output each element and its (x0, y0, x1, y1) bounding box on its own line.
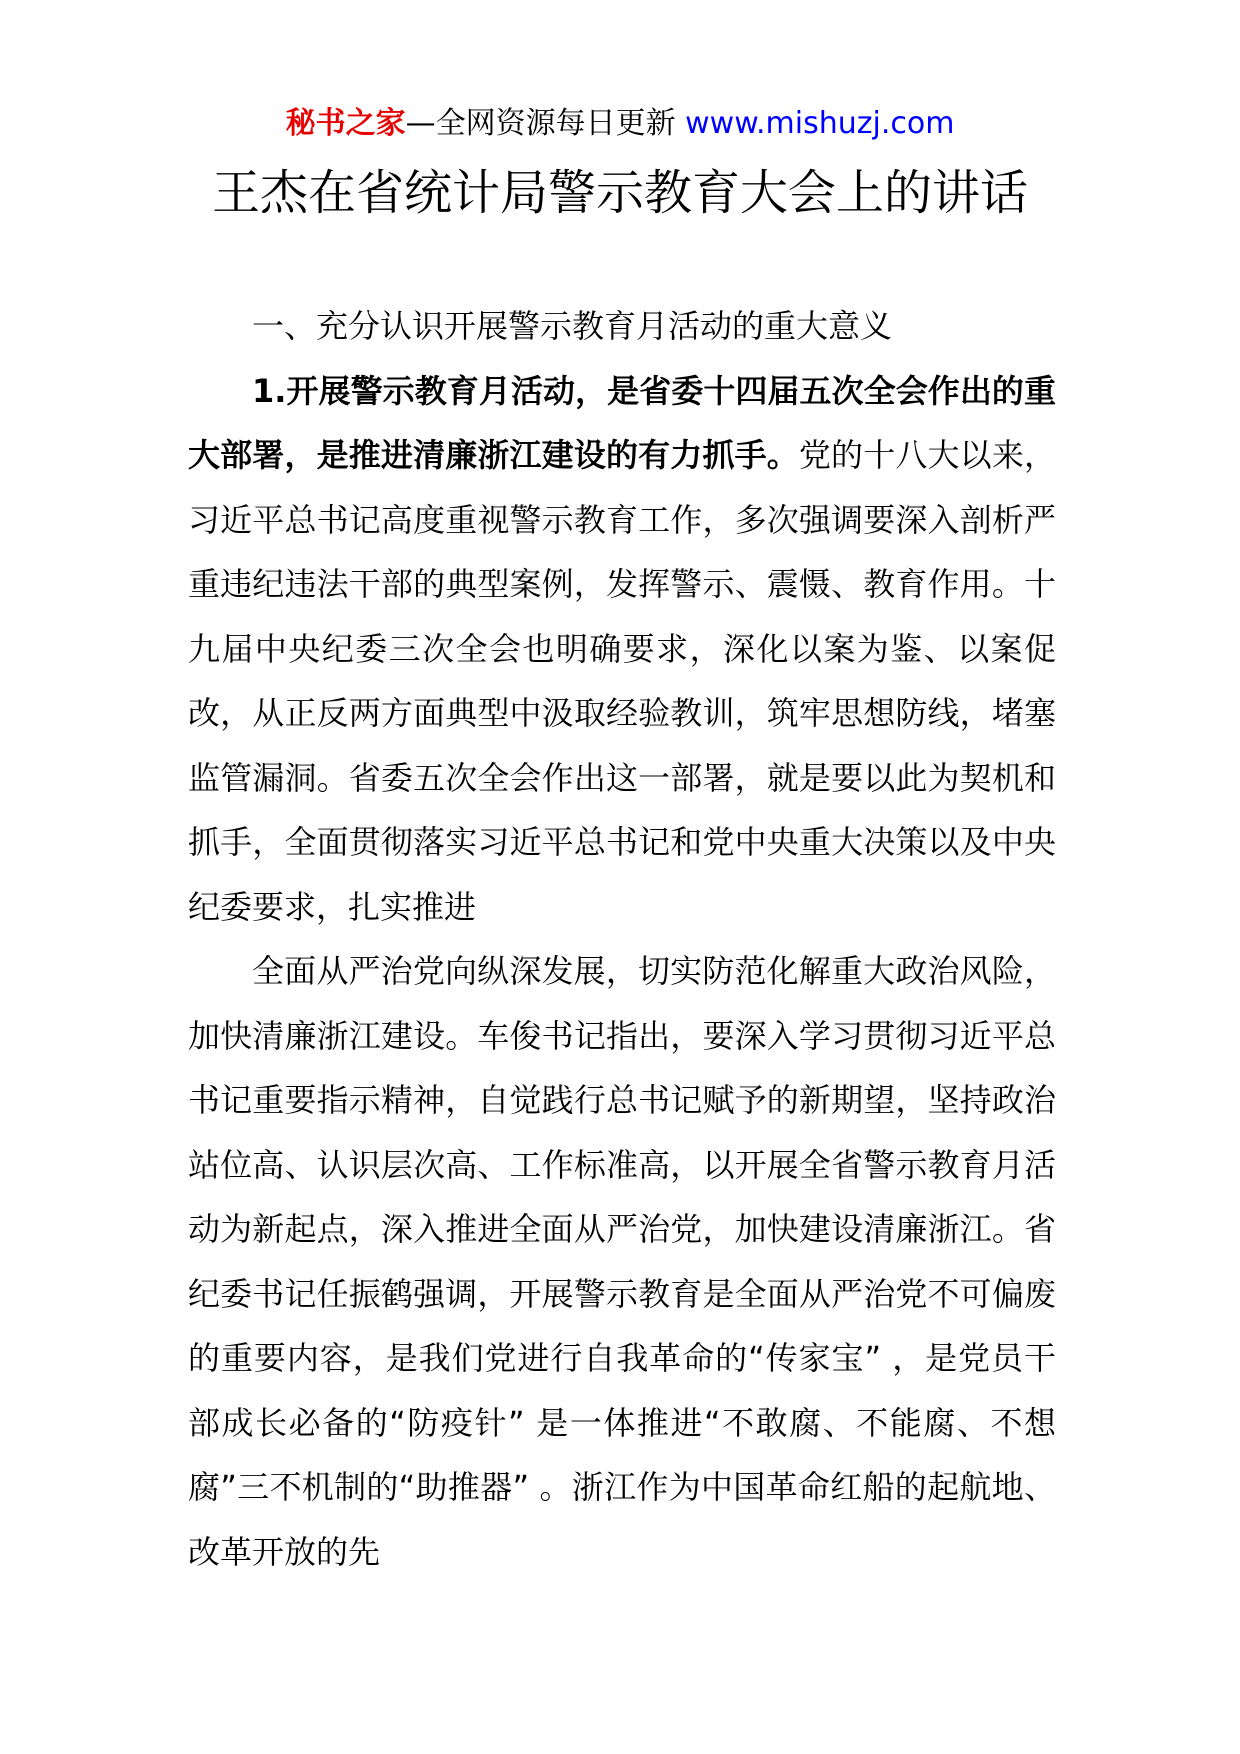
site-url-link[interactable]: www.mishuzj.com (685, 106, 955, 141)
paragraph-1-lead: 1.开展警示教育月活动，是省委十四届五次全会作出的重大部署，是推进清廉浙江建设的有力抓手。 (188, 371, 1056, 474)
section-heading: 一、充分认识开展警示教育月活动的重大意义 (252, 307, 893, 345)
site-brand: 秘书之家 (285, 106, 406, 141)
site-slogan: —全网资源每日更新 (405, 106, 686, 141)
paragraph-2: 全面从严治党向纵深发展，切实防范化解重大政治风险，加快清廉浙江建设。车俊书记指出，要深入学习贯彻习近平总书记重要指示精神，自觉践行总书记赋予的新期望，坚持政治站位高、认识层次高、工作标准高，以开展全省警示教育月活动为新起点，深入推进全面从严治党，加快建设清廉浙江。省纪委书记任振鹤强调，开展警示教育是全面从严治党不可偏废的重要内容，是我们党进行自我革命的“传家宝” ，是党员干部成长必备的“防疫针” 是一体推进“不敢腐、不能腐、不想腐”三不机制的“助推器” 。浙江作为中国革命红船的起航地、改革开放的先 (188, 952, 1056, 1571)
paragraph-1 (188, 359, 1056, 940)
document-title: 王杰在省统计局警示教育大会上的讲话 (211, 165, 1028, 221)
paragraph-1-body: 党的十八大以来，习近平总书记高度重视警示教育工作，多次强调要深入剖析严重违纪违法干部的典型案例，发挥警示、震慑、教育作用。十九届中央纪委三次全会也明确要求，深化以案为鉴、以案促改，从正反两方面典型中汲取经验教训，筑牢思想防线，堵塞监管漏洞。省委五次全会作出这一部署，就是要以此为契机和抓手，全面贯彻落实习近平总书记和党中央重大决策以及中央纪委要求，扎实推进 (188, 436, 1056, 926)
document-body (188, 294, 1056, 1584)
site-header (0, 100, 1240, 148)
